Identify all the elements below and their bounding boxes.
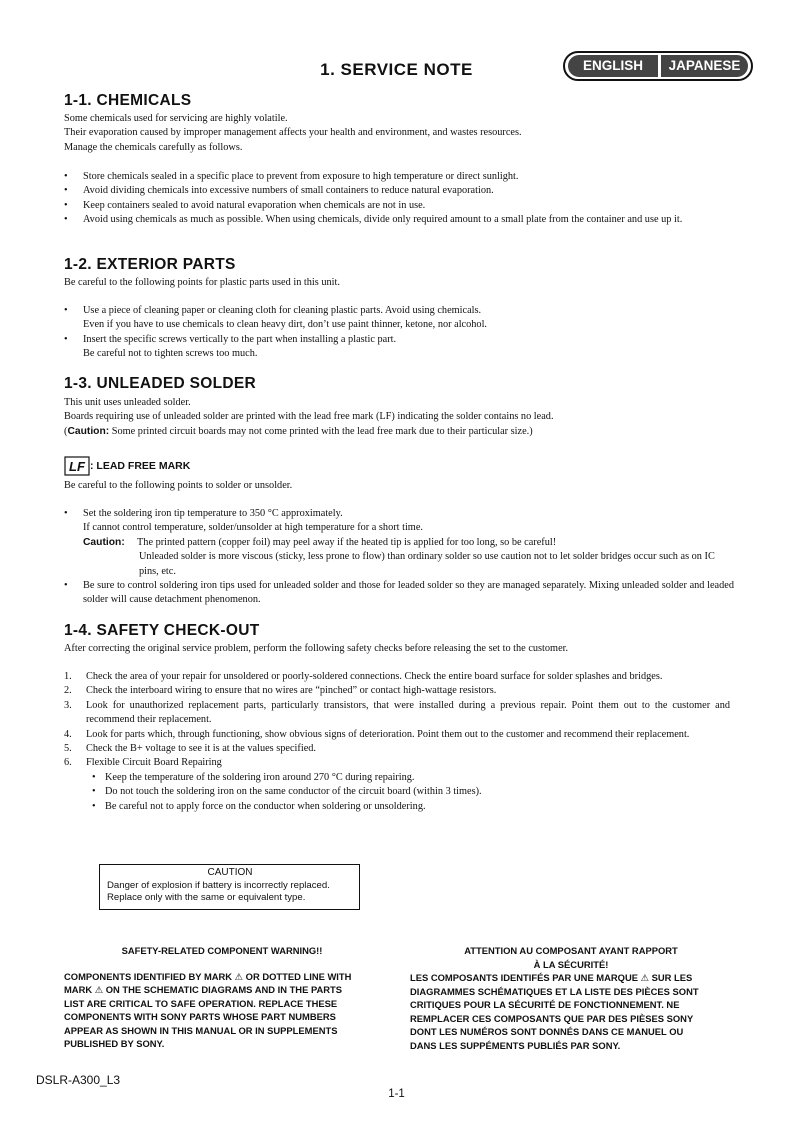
section-solder-points: Be careful to the following points to solder or unsolder. <box>64 480 293 491</box>
list-item <box>64 507 734 579</box>
sub-list-item: • Do not touch the soldering iron on the same conductor of the circuit board (within 3 times). <box>88 785 730 799</box>
warning-line: DANS LES SUPPÉMENTS PUBLIÉS PAR SONY. <box>410 1039 621 1051</box>
section-solder-heading: 1-3. UNLEADED SOLDER <box>64 375 257 392</box>
text-line: Some chemicals used for servicing are highly volatile. <box>64 113 288 124</box>
tab-japanese[interactable]: JAPANESE <box>661 55 748 77</box>
list-item <box>64 333 734 362</box>
list-item <box>64 304 734 333</box>
lead-free-icon <box>64 456 90 476</box>
section-chemicals-intro <box>64 112 734 155</box>
list-item: • Store chemicals sealed in a specific place to prevent from exposure to high temperature or direct sunlight. <box>64 170 734 184</box>
list-item: 5. Check the B+ voltage to see it is at the values specified. <box>64 743 316 755</box>
svg-text:LF: LF <box>69 459 85 474</box>
caution-label: Caution: <box>67 425 110 437</box>
section-chemicals-list <box>64 170 734 228</box>
text-line: Be careful not to tighten screws too much. <box>83 348 258 360</box>
list-item: 3. Look for unauthorized replacement parts, particularly transistors, that were installed during a previous repair. Point them out to the customer and recommend their replacement. <box>64 699 730 726</box>
warning-title: ATTENTION AU COMPOSANT AYANT RAPPORT <box>464 945 678 956</box>
text-line: Even if you have to use chemicals to clean heavy dirt, don’t use paint thinner, ketone, nor alcohol. <box>83 319 488 331</box>
page-title: 1. SERVICE NOTE <box>320 60 473 79</box>
text-line: Manage the chemicals carefully as follows. <box>64 141 243 153</box>
safety-warning-french <box>410 944 732 1052</box>
language-tabs <box>563 51 753 81</box>
warning-line: COMPONENTS IDENTIFIED BY MARK ⚠ OR DOTTED LINE WITH <box>64 970 352 982</box>
section-solder-intro <box>64 396 734 439</box>
text-line: Use a piece of cleaning paper or cleaning cloth for cleaning plastic parts. Avoid using chemicals. <box>83 305 482 316</box>
text-line: Insert the specific screws vertically to the part when installing a plastic part. <box>83 333 397 345</box>
safety-warning-english <box>64 944 382 1051</box>
warning-line: DONT LES NUMÉROS SONT DONNÉS DANS CE MANUEL OU <box>410 1026 684 1037</box>
list-item: 4. Look for parts which, through functioning, show obvious signs of deterioration. Point them out to the customer and recommend their replacement. <box>64 728 690 740</box>
list-item: 1. Check the area of your repair for unsoldered or poorly-soldered connections. Check the entire board surface for solder splashes and bridges. <box>64 671 663 682</box>
warning-line: DIAGRAMMES SCHÉMATIQUES ET LA LISTE DES PIÈCES SONT <box>410 985 699 997</box>
sub-list-item: • Be careful not to apply force on the conductor when soldering or unsoldering. <box>88 800 730 814</box>
section-exterior-heading: 1-2. EXTERIOR PARTS <box>64 256 236 273</box>
warning-line: APPEAR AS SHOWN IN THIS MANUAL OR IN SUPPLEMENTS <box>64 1024 338 1036</box>
list-item: • Avoid using chemicals as much as possible. When using chemicals, divide only required amount to a small plate from the container and use up it. <box>64 213 734 227</box>
text-line: Their evaporation caused by improper management affects your health and environment, and wastes resources. <box>64 127 522 139</box>
caution-text: Unleaded solder is more viscous (sticky, less prone to flow) than ordinary solder so use caution not to let solder bridges occur such as on IC pins, etc. <box>139 551 715 577</box>
text-line: If cannot control temperature, solder/unsolder at high temperature for a short time. <box>83 522 423 534</box>
text-line: This unit uses unleaded solder. <box>64 397 191 408</box>
section-exterior-list <box>64 304 734 362</box>
warning-line: LES COMPOSANTS IDENTIFÉS PAR UNE MARQUE ⚠ SUR LES <box>410 972 693 983</box>
lead-free-mark <box>64 456 190 478</box>
warning-title: À LA SÉCURITÉ! <box>533 958 609 970</box>
section-safety-list <box>64 670 730 814</box>
battery-caution-box <box>99 864 360 910</box>
warning-title: SAFETY-RELATED COMPONENT WARNING!! <box>121 945 323 956</box>
section-safety-intro: After correcting the original service problem, perform the following safety checks before releasing the set to the customer. <box>64 643 569 654</box>
list-item: • Keep containers sealed to avoid natural evaporation when chemicals are not in use. <box>64 199 734 213</box>
list-item: 6. Flexible Circuit Board Repairing • Keep the temperature of the soldering iron around 270 °C during repairing. • Do not touch the soldering iron on the same conductor of the circuit board (within 3 times). • Be careful not to apply force on the conductor when soldering or unsoldering. <box>64 756 730 814</box>
caution-text: The printed pattern (copper foil) may peel away if the heated tip is applied for too long, so be careful! <box>137 536 557 548</box>
section-safety-heading: 1-4. SAFETY CHECK-OUT <box>64 622 260 639</box>
caution-box-line: Danger of explosion if battery is incorrectly replaced. <box>107 879 330 891</box>
section-chemicals-heading: 1-1. CHEMICALS <box>64 92 192 109</box>
model-number: DSLR-A300_L3 <box>36 1073 121 1087</box>
sub-list-item: • Keep the temperature of the soldering iron around 270 °C during repairing. <box>88 771 730 785</box>
lead-free-label: : LEAD FREE MARK <box>90 459 191 472</box>
list-item: • Avoid dividing chemicals into excessive numbers of small containers to reduce natural evaporation. <box>64 184 734 198</box>
tab-english[interactable]: ENGLISH <box>568 55 658 77</box>
warning-line: COMPONENTS WITH SONY PARTS WHOSE PART NUMBERS <box>64 1011 336 1022</box>
text-line: Boards requiring use of unleaded solder are printed with the lead free mark (LF) indicating the solder contains no lead. <box>64 411 554 423</box>
warning-line: PUBLISHED BY SONY. <box>64 1038 165 1049</box>
warning-line: MARK ⚠ ON THE SCHEMATIC DIAGRAMS AND IN THE PARTS <box>64 984 343 995</box>
list-item: • Be sure to control soldering iron tips used for unleaded solder and those for leaded solder so they are managed separately. Mixing unleaded solder and leaded solder will cause detachment phenomenon. <box>64 579 734 608</box>
caution-label: Caution: <box>83 536 125 548</box>
section-solder-list <box>64 507 734 608</box>
caution-box-title: CAUTION <box>207 867 253 878</box>
text-line: (Caution: Some printed circuit boards may not come printed with the lead free mark due to their particular size.) <box>64 425 533 437</box>
warning-line: LIST ARE CRITICAL TO SAFE OPERATION. REPLACE THESE <box>64 997 338 1009</box>
list-item: 2. Check the interboard wiring to ensure that no wires are “pinched” or contact high-wattage resistors. <box>64 685 497 697</box>
section-exterior-intro: Be careful to the following points for plastic parts used in this unit. <box>64 277 340 288</box>
page-number: 1-1 <box>388 1088 405 1100</box>
warning-line: CRITIQUES POUR LA SÉCURITÉ DE FONCTIONNEMENT. NE <box>410 999 680 1010</box>
caution-box-line: Replace only with the same or equivalent type. <box>107 892 306 903</box>
warning-line: REMPLACER CES COMPOSANTS QUE PAR DES PIÈSES SONY <box>410 1012 694 1024</box>
text-line: Set the soldering iron tip temperature to 350 °C approximately. <box>83 508 343 519</box>
